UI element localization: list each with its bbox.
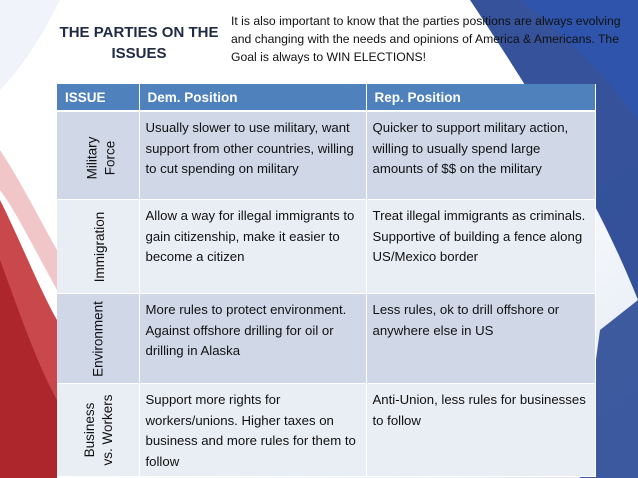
issue-cell-military xyxy=(57,111,139,200)
rep-position-cell: Less rules, ok to drill offshore or anywhere else in US xyxy=(366,294,595,384)
table-row xyxy=(57,111,595,200)
table-row xyxy=(57,294,595,384)
issue-label-military-line1: Military xyxy=(84,136,100,179)
issue-label-business-line1: Business xyxy=(82,402,97,458)
issue-label-military-line2: Force xyxy=(102,140,118,175)
rep-position-cell: Treat illegal immigrants as criminals. Supportive of building a fence along US/Mexico border xyxy=(366,200,595,294)
issue-cell-environment xyxy=(57,294,139,384)
dem-position-cell: Usually slower to use military, want support from other countries, willing to cut spending on military xyxy=(139,111,366,200)
issue-label-immigration: Immigration xyxy=(91,211,107,282)
table-row xyxy=(57,200,595,294)
table-header-row xyxy=(57,84,595,111)
issue-label-environment: Environment xyxy=(90,300,106,377)
rep-position-cell: Quicker to support military action, willing to usually spend large amounts of $$ on the military xyxy=(366,111,595,200)
issue-cell-immigration xyxy=(57,200,139,294)
table-row xyxy=(57,384,595,477)
slide-note: It is also important to know that the parties positions are always evolving and changing with the needs and opinions of America & Americans. The Goal is always to WIN ELECTIONS! xyxy=(231,14,621,64)
dem-position-cell: Support more rights for workers/unions. Higher taxes on business and more rules for them to follow xyxy=(139,384,366,477)
issue-cell-business xyxy=(57,384,139,477)
rep-position-cell: Anti-Union, less rules for businesses to follow xyxy=(366,384,595,477)
issue-label-business-line2: vs. Workers xyxy=(100,394,115,466)
header-dem-position: Dem. Position xyxy=(139,84,366,111)
header-issue: ISSUE xyxy=(57,84,139,111)
header-rep-position: Rep. Position xyxy=(366,84,595,111)
dem-position-cell: Allow a way for illegal immigrants to gain citizenship, make it easier to become a citizen xyxy=(139,200,366,294)
slide-title: THE PARTIES ON THE ISSUES xyxy=(59,24,219,62)
parties-table xyxy=(57,84,596,477)
dem-position-cell: More rules to protect environment. Against offshore drilling for oil or drilling in Alaska xyxy=(139,294,366,384)
